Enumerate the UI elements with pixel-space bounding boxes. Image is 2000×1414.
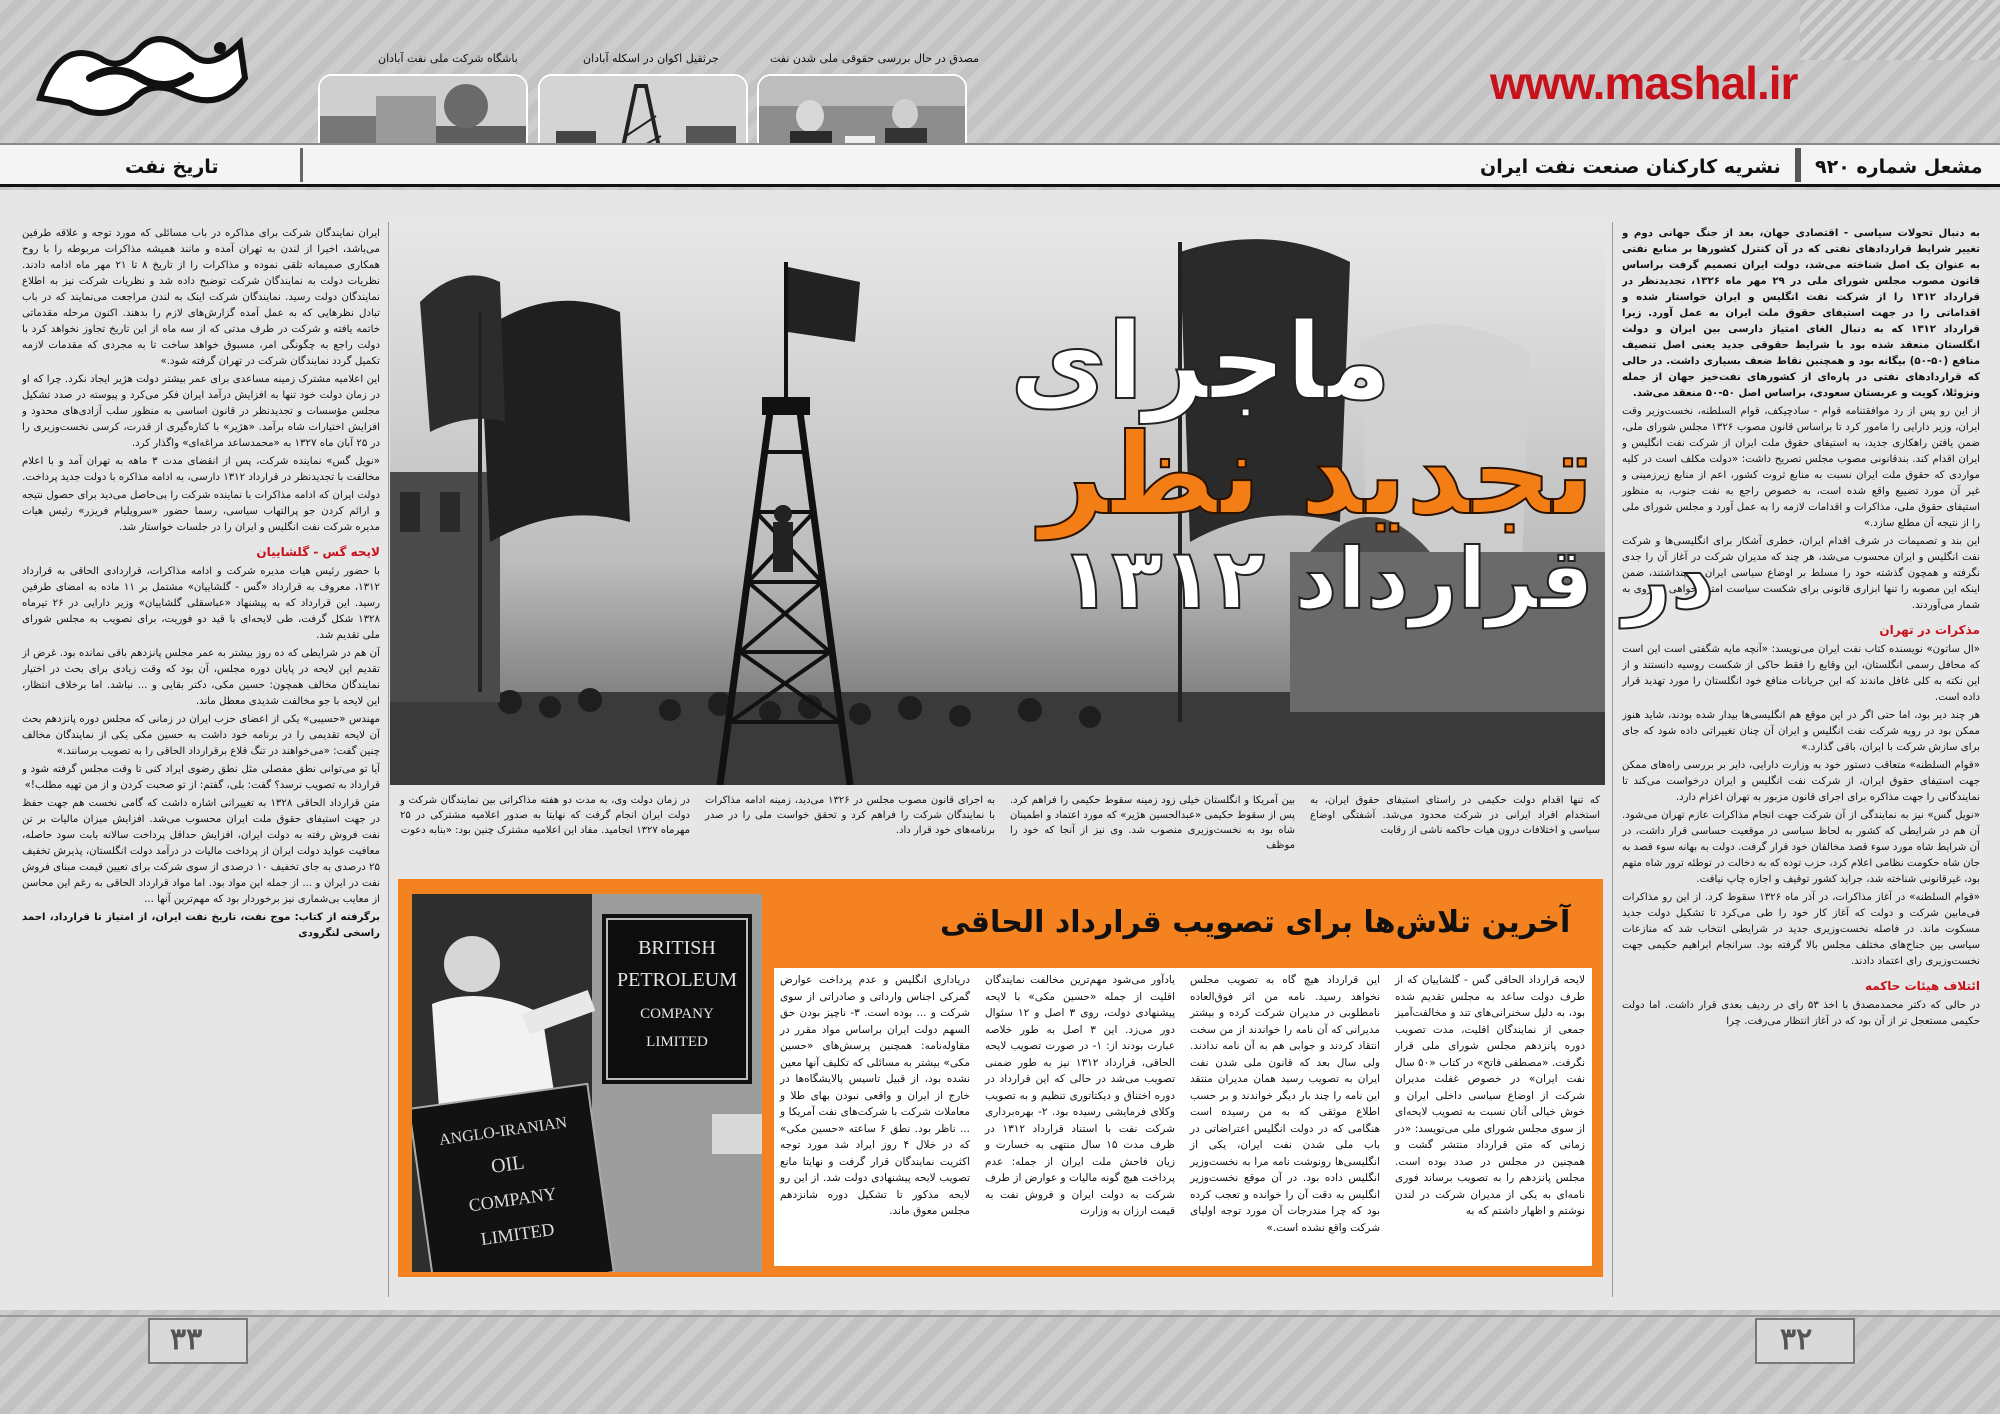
thumb-caption-2: جرثقیل اکوان در اسکله آبادان bbox=[583, 52, 719, 65]
under-hero-text-3: به اجرای قانون مصوب مجلس در ۱۳۲۶ می‌دید، زمینه ادامه مذاکرات با نمایندگان شرکت را فراهم کرد و تحقق خواست ملی را در صدر برنامه‌های خود قرار داد. bbox=[705, 795, 995, 836]
feature-col-3: یادآور می‌شود مهم‌ترین مخالفت نمایندگان اقلیت از جمله «حسین مکی» با لایحه پیشنهادی دولت، روی ۳ اصل و ۱۲ سئوال دور می‌زد. این ۳ اصل به طور خلاصه عبارت بودند از: ۱- در صورت تصویب لایحه الحاقی، قرارداد ۱۳۱۲ نیز به طور ضمنی تصویب می‌شد در حالی که این قرارداد در دوره اختناق و دیکتاتوری تنظیم و به تصویب وکلای فرمایشی رسیده بود. ۲- بهره‌برداری شرکت نفت با استناد قرارداد ۱۳۱۲ در ظرف مدت ۱۵ سال منتهی به خسارت و زیان فاحش ملت ایران از جمله: عدم پرداخت هیچ گونه مالیات و عوارض از طرف شرکت به دولت ایران و فروش نفت به قیمت ارزان به وزارت bbox=[985, 974, 1176, 1217]
paragraph: «نویل گس» نماینده شرکت، پس از انقضای مدت ۳ ماهه به تهران آمد و با اعلام مخالفت با تجدیدنظر در قرارداد ۱۳۱۲ دارسی، به ادامه مذاکره با دولت جدید پرداخت. bbox=[22, 456, 380, 483]
paragraph: دولت ایران که ادامه مذاکرات با نماینده شرکت را بی‌حاصل می‌دید برای حصول نتیجه و ارائم کردن جو پرالتهاب سیاسی، رسما حضور «سرویلیام فریزر» رئیس هیات مدیره شرکت نفت انگلیس و ایران را در جلسات خواستار شد. bbox=[22, 490, 380, 533]
headline-line-3: در قرارداد ۱۳۱۲ bbox=[1060, 530, 1715, 628]
paragraph: آن هم در شرایطی که ده روز بیشتر به عمر مجلس پانزدهم باقی نمانده بود. غرض از تقدیم این لایحه در پایان دوره مجلس، آن بود که وقت زیادی برای بحث در اختیار نمایندگان مخالف همچون: حسین مکی، دکتر بقایی و ... نباشد. اما برخلاف انتظار، این لایحه با جو مخالفت شدیدی معطل ماند. bbox=[22, 648, 380, 707]
thumb-caption-1: مصدق در حال بررسی حقوقی ملی شدن نفت bbox=[770, 52, 980, 65]
right-column bbox=[1622, 226, 1980, 1306]
paragraph: آیا تو می‌توانی نطق مفصلی مثل نطق رضوی ایراد کنی تا وقت مجلس گرفته شود و قرارداد به تصویب نرسد؟ گفت: بلی، گفتم: از تو صحبت کردن و از من تهیه مطلب!» bbox=[22, 764, 380, 791]
under-hero-text-4: در زمان دولت وی، به مدت دو هفته مذاکراتی بین نمایندگان شرکت و دولت ایران انجام گرفت که نهایتا به صدور اعلامیه مشترکی در ۲۵ مهرماه ۱۳۲۷ انجامید. مفاد این اعلامیه مشترک چنین بود: «بنابه دعوت bbox=[400, 795, 690, 836]
paragraph: «نویل گس» نیز به نمایندگی از آن شرکت جهت انجام مذاکرات عازم تهران می‌شود. آن هم در شرایطی که کشور به لحاظ سیاسی در موقعیت حساسی قرار داشت، در آن شرایط شاه مورد سوء قصد مخالفان خود قرار گرفت. دولت به بهانه سوء قصد به جان شاه حکومت نظامی اعلام کرد، حزب توده که به دخالت در توطئه ترور شاه متهم بود، غیرقانونی شناخته شد، جراید کشور توقیف و اجازه چاپ نیافت. bbox=[1622, 810, 1980, 885]
photo-anglo-iranian-sign bbox=[412, 894, 762, 1272]
paragraph: این اعلامیه مشترک زمینه مساعدی برای عمر بیشتر دولت هژیر ایجاد نکرد. چرا که او در زمان دولت خود تنها به افزایش درآمد ایران فکر می‌کرد و پیوسته در صدد تشکیل مجلس مؤسسات و تجدیدنظر در قانون اساسی به منظور سلب آزادی‌های محدود و افزایش اختیارات شاه برآمد. «هژیر» با کناره‌گیری از قدرت، کرسی نخست‌وزیری را در ۲۵ آبان ماه ۱۳۲۷ به «محمدساعد مراغه‌ای» واگذار کرد. bbox=[22, 374, 380, 449]
paragraph: «قوام السلطنه» متعاقب دستور خود به وزارت دارایی، دایر بر بررسی راه‌های ممکن جهت استیفای حقوق ایران، از شرکت نفت انگلیس و ایران درخواست می‌کند تا نمایندگانی را جهت مذاکره برای اجرای قانون مزبور به تهران اعزام دارد. bbox=[1622, 760, 1980, 803]
paragraph: این بند و تصمیمات در شرف اقدام ایران، خطری آشکار برای انگلیسی‌ها و شرکت نفت انگلیس و ایران محسوب می‌شد، هر چند که مدیران شرکت در آغاز آن را جدی نگرفته و همچون گذشته خود را مسلط بر اوضاع سیاسی ایران می‌پنداشتند، ضمن اینکه این مصوبه را تنها ابزاری قانونی برای شکست سیاست امتیاز خواهی شوروی به شمار می‌آوردند. bbox=[1622, 536, 1980, 611]
bp-sign-line-2: PETROLEUM bbox=[617, 969, 737, 991]
feature-col-2: این قرارداد هیچ گاه به تصویب مجلس نخواهد رسید. نامه من اثر فوق‌العاده نامطلوبی در مدیران شرکت کرده و بیشتر مدیرانی که آن نامه را خواندند از من سخت انتقاد کردند و جوابی هم به آن نامه ندادند. ولی سال بعد که قانون ملی شدن نفت ایران به تصویب رسید همان مدیران منتقد این نامه را چند بار دیگر خواندند و بر حسب اطلاع موثقی که به من رسیده است هنگامی که در دولت انگلیس اعتراضاتی در باب ملی شدن نفت ایران، یکی از انگلیسی‌ها رونوشت نامه مرا به نخست‌وزیر انگلیس داده بود. در آن موقع نخست‌وزیر انگلیس به دقت آن را خوانده و تعجب کرده بود که چرا مندرجات آن مورد توجه اولیای شرکت واقع نشده است.» bbox=[1190, 974, 1380, 1234]
band-separator-left bbox=[300, 148, 303, 182]
band-separator bbox=[1795, 148, 1801, 182]
paragraph: با حضور رئیس هیات مدیره شرکت و ادامه مذاکرات، قراردادی الحاقی به قرارداد ۱۳۱۲، معروف به قرارداد «گس - گلشاییان» مشتمل بر ۱۱ ماده به امضای طرفین رسید. این قرارداد که به پیشنهاد «عباسقلی گلشاییان» وزیر دارایی در ۲۶ تیرماه ۱۳۲۸ شکل گرفت، طی لایحه‌ای با قید دو فوریت، برای تصویب به مجلس شورای ملی تقدیم شد. bbox=[22, 566, 380, 641]
subheading: لایحه گس - گلشاییان bbox=[256, 545, 380, 559]
under-hero-text-2: بین آمریکا و انگلستان خیلی زود زمینه سقوط حکیمی را فراهم کرد. پس از سقوط حکیمی «عبدالحسین هژیر» که مورد اعتماد و اطمینان شاه بود به نخست‌وزیری منصوب شد. وی نیز از آنجا که خود را موظف bbox=[1010, 795, 1295, 851]
source-credit: برگرفته از کتاب: موج نفت، تاریخ نفت ایران، از امتیاز تا قرارداد، احمد راسخی لنگرودی bbox=[22, 912, 380, 939]
bp-sign-line-1: BRITISH bbox=[638, 937, 716, 959]
paragraph: مهندس «حسیبی» یکی از اعضای حزب ایران در زمانی که مجلس دوره پانزدهم بحث آن لایحه تقدیمی را در برنامه خود داشت به حسین مکی یکی از نمایندگان مخالف چنین گفت: «می‌خواهند در تنگ قلاع برقرارداد الحاقی را به تصویب برسانند.» bbox=[22, 714, 380, 757]
anglo-sign-line-1: ANGLO-IRANIAN bbox=[438, 1114, 569, 1149]
paragraph: متن قرارداد الحاقی ۱۳۲۸ به تغییراتی اشاره داشت که گامی نخست هم جهت حفظ در جهت استیفای حقوق ملت ایران محسوب می‌شد. افزایش میزان مالیات بر تن نفت فروش رفته به دولت ایران، افزایش حداقل پرداخت سالانه بابت سود حاصله، معافیت عواید دولت ایران از پرداخت مالیات در درآمد دولت انگلستان، پذیرش تخفیف ۲۵ درصدی به جای تخفیف ۱۰ درصدی از سوی شرکت برای تعیین قیمت مبنای فروش نفت در ایران و ... از جمله این مواد بود. اما مواد قرارداد الحاقی به رغم این محاسن از معایب بی‌شماری نیز برخوردار بود که مهم‌ترین آنها ... bbox=[22, 798, 380, 905]
page-number-right: ۳۲ bbox=[1780, 1323, 1813, 1356]
paragraph: ایران نمایندگان شرکت برای مذاکره در باب مسائلی که مورد توجه و علاقه طرفین می‌باشد، اخیرا از لندن به تهران آمده و مانند همیشه مذاکرات مربوطه را با روح همکاری صمیمانه تلقی نموده و مذاکرات را از تاریخ ۸ تا ۲۱ مهر ماه ادامه دادند. نظریات دولت به نمایندگان شرکت توضیح داده شد و نظریات شرکت نیز به اطلاع نمایندگان دولت رسید. نمایندگان شرکت اینک به لندن مراجعت می‌نمایند که در باب تبادل نظرهایی که به عمل آمده گزارش‌های لازم را بدهند. اکنون مرحله مقدماتی خاتمه یافته و شرکت در طرف مدتی که از سه ماه از این تاریخ تجاوز نخواهد کرد با دولت راجع به چگونگی امر، مسبوق خواهد ساخت تا به مجردی که مقدمات لازمه تکمیل گردد نمایندگان شرکت در تهران گرفته شود.» bbox=[22, 228, 380, 367]
publication-name: نشریه کارکنان صنعت نفت ایران bbox=[1480, 156, 1781, 178]
lead-paragraph: به دنبال تحولات سیاسی - اقتصادی جهان، بعد از جنگ جهانی دوم و تغییر شرایط قراردادهای نفتی که در آن کنترل کشورها بر منابع نفتی به عنوان یک اصل شناخته می‌شد، دولت ایران تصمیم گرفت براساس قانون مصوب مجلس شورای ملی در ۲۹ مهر ماه ۱۳۲۶، تجدیدنظر در قرارداد ۱۳۱۲ را از شرکت نفت انگلیس و ایران خواستار شده و اقداماتی را در جهت استیفای حقوق ملت ایران به عمل آورد. زیرا قرارداد ۱۳۱۲ که به دنبال الغای امتیاز دارسی بین ایران و دولت انگلستان منعقد شده بود با شرایط حقوقی جدید یعنی اصل تنصیف منافع (۵۰-۵۰) بیگانه بود و همچنین نقاط ضعف بسیاری داشت. در حالی که قراردادهای نفتی در پاره‌ای از کشورهای نفت‌خیز جهان از جمله ونزوئلا، کویت و عربستان سعودی، براساس اصل ۵۰-۵۰ منعقد می‌شد. bbox=[1622, 228, 1980, 399]
page-number-left: ۳۳ bbox=[170, 1323, 203, 1356]
subheading: مذکرات در تهران bbox=[1879, 623, 1980, 637]
feature-col-4: دریاداری انگلیس و عدم پرداخت عوارض گمرکی اجناس وارداتی و صادراتی از سوی شرکت و ... بوده است. ۳- ناچیز بودن حق السهم دولت ایران براساس مواد مقرر در مقاوله‌نامه: همچنین پرسش‌های «حسین مکی» بیشتر به مسائلی که تکلیف آنها معین نشده بود، از قبیل تاسیس پالایشگاه‌ها در خارج از ایران و واقعی نبودن بهای طلا و معاملات شرکت با شرکت‌های نفت آمریکا و ... ناظر بود. نطق ۶ ساعته «حسین مکی» که در خلال ۴ روز ایراد شد مورد توجه اکثریت نمایندگان قرار گرفت و نهایتا مانع تصویب لایحه پیشنهادی دولت شد. از این رو لایحه مذکور تا تشکیل دوره شانزدهم مجلس معوق ماند. bbox=[780, 974, 971, 1217]
left-column bbox=[22, 226, 380, 1306]
paragraph: در حالی که دکتر محمدمصدق با اخذ ۵۳ رای در ردیف بعدی قرار داشت. اما دولت حکیمی مستعجل تر از آن بود که در آغاز انتظار می‌رفت. چرا bbox=[1622, 1000, 1980, 1027]
section-title: تاریخ نفت bbox=[125, 156, 219, 178]
mashal-logo[interactable] bbox=[20, 18, 260, 128]
paragraph: هر چند دیر بود، اما حتی اگر در این موقع هم انگلیسی‌ها بیدار شده بودند، شاید هنوز ممکن بود در رویه شرکت نفت انگلیس و ایران آن چنان تغییراتی داده شود که جای برای سازش شرکت با ایران، باقی گذارد.» bbox=[1622, 710, 1980, 753]
issue-number: مشعل شماره ۹۲۰ bbox=[1815, 156, 1983, 178]
paragraph: «قوام السلطنه» در آغاز مذاکرات، در آذر ماه ۱۳۲۶ سقوط کرد. از این رو مذاکرات فی‌مابین شرکت و دولت که آغاز کار خود را طی می‌کرد تا تشکیل دولت جدید مسکوت ماند. در فاصله نخست‌وزیری جدید در شرایطی انتخاب شد که منازعات سیاسی بین جناح‌های مختلف مجلس بالا گرفته بود. سرانجام ابراهیم حکیمی جهت نخست‌وزیری رای اعتماد دادند. bbox=[1622, 892, 1980, 967]
thumb-caption-3: باشگاه شرکت ملی نفت آبادان bbox=[378, 52, 518, 65]
headline-line-2: تجدید نظر bbox=[1040, 410, 1595, 540]
bp-sign-line-3: COMPANY bbox=[640, 1006, 714, 1022]
under-hero-text-1: که تنها اقدام دولت حکیمی در راستای استیفای حقوق ایران، به استخدام افراد ایرانی در شرکت محدود می‌شد. آشفتگی اوضاع سیاسی و اختلافات درون هیات حاکمه ناشی از رقابت bbox=[1310, 795, 1600, 836]
headline-line-1: ماجرای bbox=[1010, 300, 1392, 423]
anglo-sign-line-4: LIMITED bbox=[479, 1218, 556, 1250]
footer-band bbox=[0, 1315, 2000, 1349]
column-rule bbox=[1612, 222, 1613, 1297]
anglo-sign-line-2: OIL bbox=[489, 1151, 526, 1178]
header-corner-decoration bbox=[1800, 0, 2000, 60]
subheading: ائتلاف هیئات حاکمه bbox=[1864, 979, 1980, 993]
paragraph: «ال ساتون» نویسنده کتاب نفت ایران می‌نویسد: «آنچه مایه شگفتی است این است که محافل رسمی انگلستان، این وقایع را فقط حاکی از شکست روسیه دانستند و از این نکته به کلی غافل ماندند که این جریانات منافع خود انگلستان را مورد تهدید قرار داده است. bbox=[1622, 644, 1980, 703]
feature-box-title: آخرین تلاش‌ها برای تصویب قرارداد الحاقی bbox=[940, 905, 1571, 940]
site-url[interactable]: www.mashal.ir bbox=[1490, 57, 1798, 109]
anglo-sign-line-3: COMPANY bbox=[467, 1183, 558, 1216]
bp-sign-line-4: LIMITED bbox=[646, 1034, 708, 1050]
feature-col-1: لایحه قرارداد الحاقی گس - گلشاییان که از طرف دولت ساعد به مجلس تقدیم شده بود، به دلیل سخنرانی‌های تند و مخالفت‌آمیز جمعی از نمایندگان اقلیت، مدت تصویب دوره پانزدهم مجلس شورای ملی قرار نگرفت. «مصطفی فاتح» در کتاب «۵۰ سال نفت ایران» در خصوص غفلت مدیران شرکت از اوضاع سیاسی داخلی ایران و خوش خیالی آنان نسبت به تصویب لایحه‌ای از سوی مجلس شورای ملی می‌نویسد: «در زمانی که متن قرارداد منتشر گشت و همچنین در مجلس در صدد بوده است. مجلس پانزدهم را به تصویب برساند فوری نامه‌ای به یکی از مدیران شرکت در لندن نوشتم و اظهار داشتم که به bbox=[1395, 974, 1585, 1217]
paragraph: از این رو پس از رد موافقتنامه قوام - سادچیکف، قوام السلطنه، نخست‌وزیر وقت ایران، وزیر دارایی را مامور کرد تا براساس قانون مصوب ۱۳۲۶ مجلس شورای ملی، ضمن یافتن راهکاری جدید، به استیفای حقوق ملت ایران از شرکت نفت انگلیس و ایران اقدام کند. بندقانونی مصوب مجلس تصریح داشت: «دولت مکلف است در کلیه مواردی که حقوق ملت ایران نسبت به منابع ثروت کشور، اعم از منابع زیرزمینی و غیر آن مورد تضییع واقع شده است، به خصوص راجع به نفت جنوب، به منظور استیفای حقوق ملی، مذاکرات و اقدامات لازمه را به عمل آورد و مجلس شورای ملی را از نتیجه آن مطلع سازد.» bbox=[1622, 406, 1980, 529]
column-rule bbox=[388, 222, 389, 1297]
